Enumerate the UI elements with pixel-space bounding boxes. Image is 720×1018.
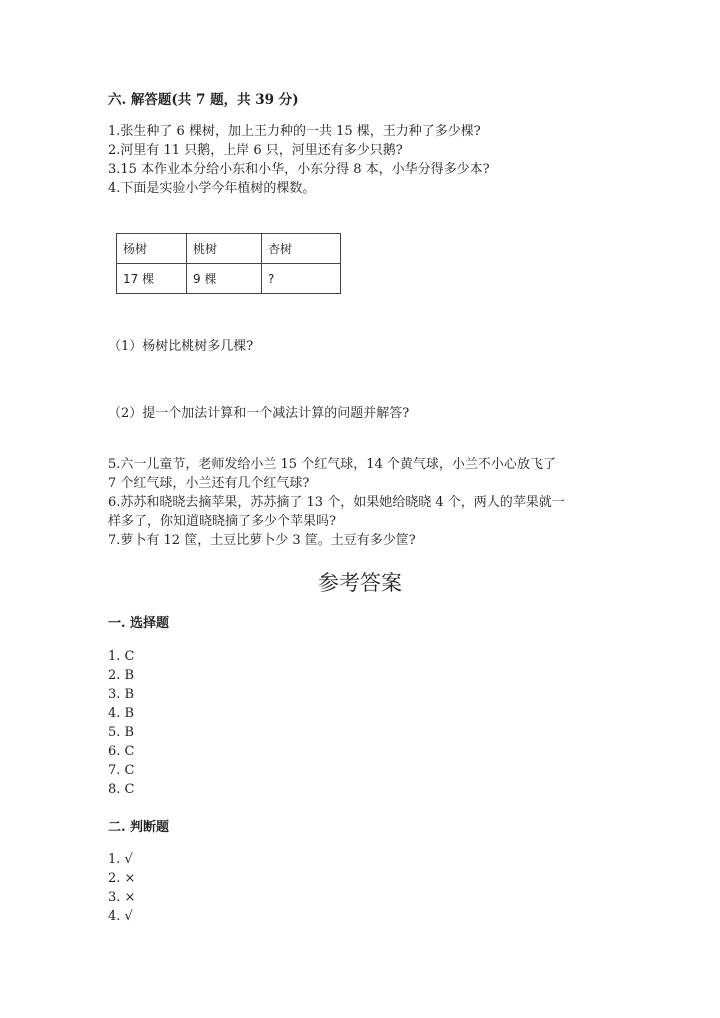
- question-4-sub-1: （1）杨树比桃树多几棵?: [108, 339, 254, 354]
- question-list-1-4: [108, 122, 490, 198]
- question-1: 1.张生种了 6 棵树，加上王力种的一共 15 棵，王力种了多少棵?: [108, 124, 481, 139]
- question-5-line-2: 7 个红气球，小兰还有几个红气球?: [108, 476, 310, 491]
- tree-count-table: [116, 233, 341, 294]
- question-6-line-2: 样多了，你知道晓晓摘了多少个苹果吗?: [108, 514, 336, 529]
- list-item: 6. C: [108, 744, 135, 759]
- choice-section-title: 一. 选择题: [108, 616, 170, 631]
- list-item: 1. C: [108, 649, 135, 664]
- question-7: 7.萝卜有 12 筐，土豆比萝卜少 3 筐。土豆有多少筐?: [108, 533, 416, 548]
- list-item: 8. C: [108, 782, 135, 797]
- table-cell: 9 棵: [187, 264, 262, 294]
- table-cell: 17 棵: [117, 264, 187, 294]
- question-4: 4.下面是实验小学今年植树的棵数。: [108, 181, 316, 196]
- list-item: 5. B: [108, 725, 135, 740]
- list-item: 4. √: [108, 909, 133, 924]
- judge-answer-list: [108, 850, 135, 926]
- judge-section-title: 二. 判断题: [108, 820, 170, 835]
- question-list-5-7: [108, 455, 565, 550]
- table-row: [117, 264, 341, 294]
- question-3: 3.15 本作业本分给小东和小华，小东分得 8 本，小华分得多少本?: [108, 162, 490, 177]
- question-5-line-1: 5.六一儿童节，老师发给小兰 15 个红气球，14 个黄气球，小兰不小心放飞了: [108, 457, 556, 472]
- table-header-cell: 杏树: [262, 234, 341, 264]
- table-header-cell: 杨树: [117, 234, 187, 264]
- answer-key-title: 参考答案: [318, 571, 402, 595]
- list-item: 2. ×: [108, 871, 136, 886]
- table-header-cell: 桃树: [187, 234, 262, 264]
- question-6-line-1: 6.苏苏和晓晓去摘苹果，苏苏摘了 13 个，如果她给晓晓 4 个，两人的苹果就一: [108, 495, 565, 510]
- list-item: 2. B: [108, 668, 135, 683]
- list-item: 3. ×: [108, 890, 136, 905]
- section-title: 六. 解答题(共 7 题，共 39 分): [108, 92, 299, 108]
- list-item: 1. √: [108, 852, 133, 867]
- table-cell: ?: [262, 264, 341, 294]
- list-item: 7. C: [108, 763, 135, 778]
- table-header-row: [117, 234, 341, 264]
- question-2: 2.河里有 11 只鹅，上岸 6 只，河里还有多少只鹅?: [108, 143, 403, 158]
- question-4-sub-2: （2）提一个加法计算和一个减法计算的问题并解答?: [108, 406, 410, 421]
- choice-answer-list: [108, 647, 134, 799]
- list-item: 3. B: [108, 687, 135, 702]
- list-item: 4. B: [108, 706, 135, 721]
